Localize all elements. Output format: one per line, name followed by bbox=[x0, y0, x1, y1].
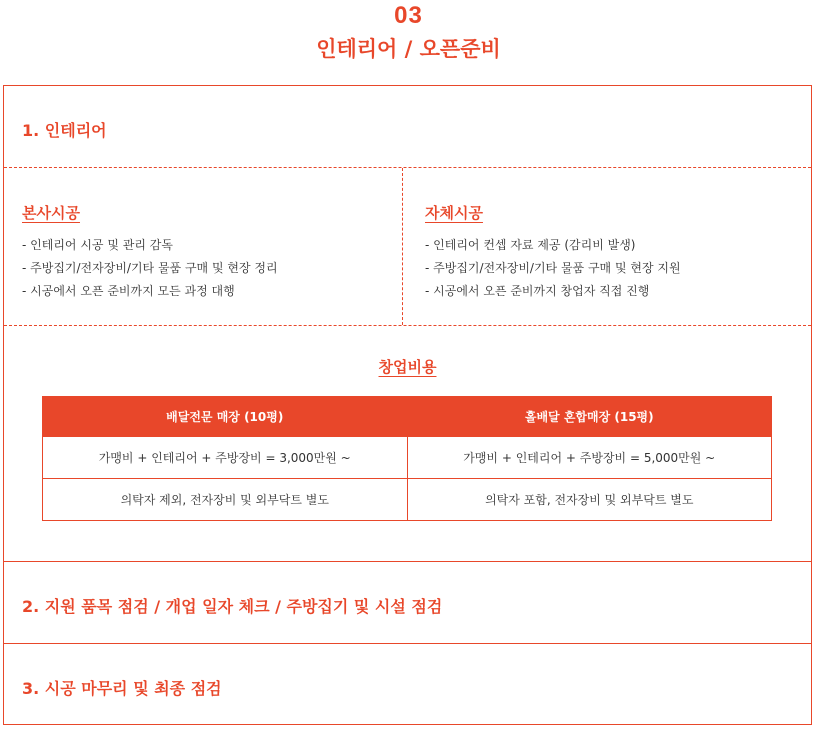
construction-options bbox=[4, 168, 811, 326]
list-item: - 주방집기/전자장비/기타 물품 구매 및 현장 지원 bbox=[425, 261, 681, 275]
list-item: - 시공에서 오픈 준비까지 모든 과정 대행 bbox=[22, 284, 235, 298]
section-interior bbox=[4, 86, 811, 168]
section-final-check bbox=[4, 644, 811, 724]
table-row bbox=[43, 437, 772, 479]
column-header-delivery-store: 배달전문 매장 (10평) bbox=[43, 397, 408, 437]
table-cell: 가맹비 + 인테리어 + 주방장비 = 5,000만원 ~ bbox=[407, 437, 772, 479]
table-cell: 의탁자 포함, 전자장비 및 외부닥트 별도 bbox=[407, 479, 772, 521]
hq-construction-heading: 본사시공 bbox=[22, 204, 80, 222]
column-header-hall-delivery-store: 홀배달 혼합매장 (15평) bbox=[407, 397, 772, 437]
page-title: 인테리어 / 오픈준비 bbox=[316, 37, 501, 61]
startup-cost-table bbox=[42, 396, 772, 521]
self-construction-list bbox=[425, 234, 681, 303]
hq-construction-column bbox=[4, 168, 403, 325]
startup-cost-section bbox=[4, 326, 811, 562]
section-title-interior: 1. 인테리어 bbox=[22, 121, 107, 140]
table-cell: 가맹비 + 인테리어 + 주방장비 = 3,000만원 ~ bbox=[43, 437, 408, 479]
table-row bbox=[43, 479, 772, 521]
table-header-row bbox=[43, 397, 772, 437]
content-panel bbox=[3, 85, 812, 725]
list-item: - 인테리어 시공 및 관리 감독 bbox=[22, 238, 173, 252]
table-cell: 의탁자 제외, 전자장비 및 외부닥트 별도 bbox=[43, 479, 408, 521]
section-title-inspection: 2. 지원 품목 점검 / 개업 일자 체크 / 주방집기 및 시설 점검 bbox=[22, 597, 443, 616]
section-title-final-check: 3. 시공 마무리 및 최종 점검 bbox=[22, 679, 222, 698]
self-construction-heading: 자체시공 bbox=[425, 204, 483, 222]
self-construction-column bbox=[403, 168, 811, 325]
section-inspection bbox=[4, 562, 811, 644]
hq-construction-list bbox=[22, 234, 278, 303]
list-item: - 인테리어 컨셉 자료 제공 (감리비 발생) bbox=[425, 238, 636, 252]
startup-cost-heading: 창업비용 bbox=[378, 358, 437, 376]
list-item: - 주방집기/전자장비/기타 물품 구매 및 현장 정리 bbox=[22, 261, 278, 275]
list-item: - 시공에서 오픈 준비까지 창업자 직접 진행 bbox=[425, 284, 650, 298]
step-number: 03 bbox=[394, 2, 423, 29]
